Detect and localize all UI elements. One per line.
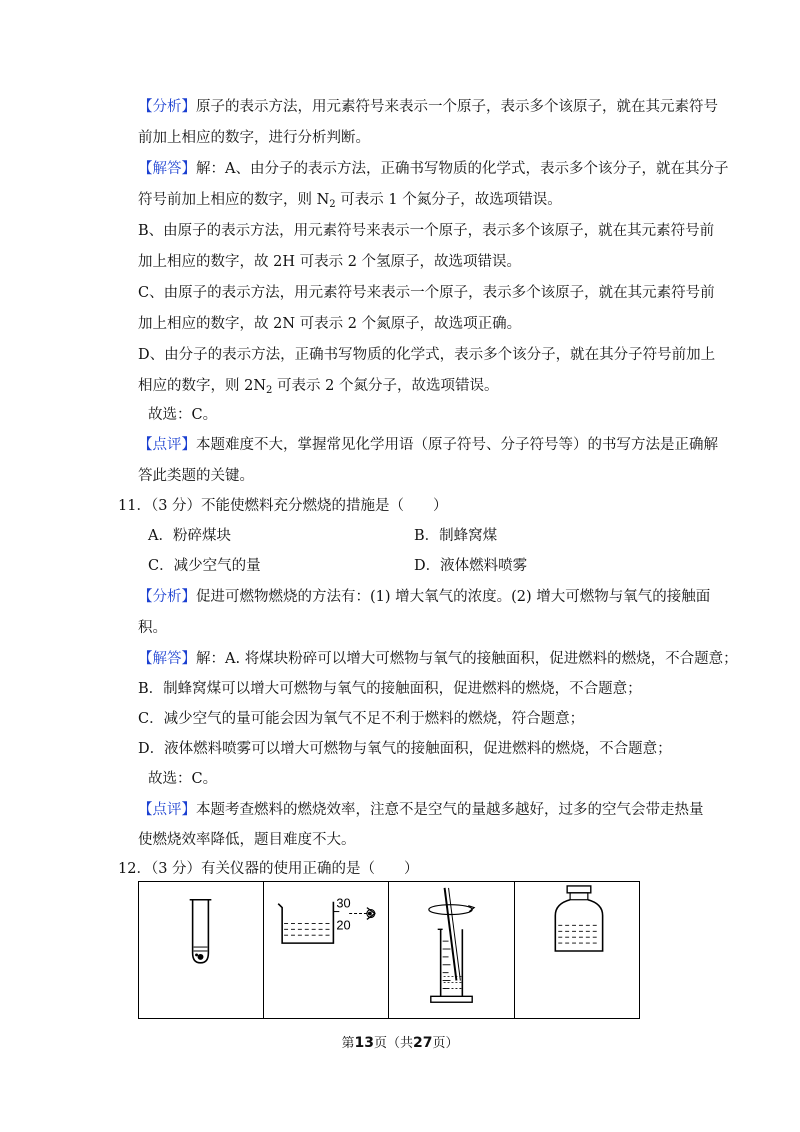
q10-answer-line-1: 【解答】解：A、由分子的表示方法，正确书写物质的化学式，表示多个该分子，就在其分子 bbox=[138, 161, 729, 177]
answer-tag: 【解答】 bbox=[138, 161, 196, 177]
scale-30-label: 30 bbox=[336, 895, 351, 911]
q10-option-d-line-2: 相应的数字，则 $2N_2$ 可表示 2 个氮分子，故选项错误。 bbox=[138, 378, 499, 396]
total-pages: 27 bbox=[413, 1035, 433, 1051]
reagent-bottle-icon bbox=[515, 882, 639, 1018]
test-tube-cell bbox=[139, 882, 264, 1018]
analysis-tag: 【分析】 bbox=[138, 99, 196, 115]
q10-analysis-line-1: 【分析】原子的表示方法，用元素符号来表示一个原子，表示多个该原子，就在其元素符号 bbox=[138, 99, 718, 115]
q11-option-b: B．制蜂窝煤 bbox=[414, 528, 498, 544]
q11-answer-line-1: 【解答】解：A. 将煤块粉碎可以增大可燃物与氧气的接触面积，促进燃料的燃烧，不合题意； bbox=[138, 651, 738, 667]
q11-answer-c: C．减少空气的量可能会因为氧气不足不利于燃料的燃烧，符合题意； bbox=[138, 711, 585, 727]
q11-stem: 11．（3 分）不能使燃料充分燃烧的措施是（ ） bbox=[118, 498, 448, 514]
q11-option-c: C．减少空气的量 bbox=[148, 558, 261, 574]
q11-option-a: A．粉碎煤块 bbox=[148, 528, 231, 544]
q11-comment-line-1: 【点评】本题考查燃料的燃烧效率，注意不是空气的量越多越好，过多的空气会带走热量 bbox=[138, 802, 704, 818]
scale-20-label: 20 bbox=[336, 917, 351, 933]
q11-comment-line-2: 使燃烧效率降低，题目难度不大。 bbox=[138, 832, 356, 848]
q10-comment-line-1: 【点评】本题难度不大，掌握常见化学用语（原子符号、分子符号等）的书写方法是正确解 bbox=[138, 437, 718, 453]
q10-option-c-line-2: 加上相应的数字，故 2N 可表示 2 个氮原子，故选项正确。 bbox=[138, 316, 522, 332]
q11-option-d: D．液体燃料喷雾 bbox=[414, 558, 528, 574]
beaker-reading-cell bbox=[264, 882, 389, 1018]
comment-tag: 【点评】 bbox=[138, 437, 196, 453]
q10-analysis-line-2: 前加上相应的数字，进行分析判断。 bbox=[138, 130, 370, 146]
q11-answer-b: B．制蜂窝煤可以增大可燃物与氧气的接触面积，促进燃料的燃烧，不合题意； bbox=[138, 681, 642, 697]
q11-analysis-line-2: 积。 bbox=[138, 620, 167, 636]
q12-stem: 12．（3 分）有关仪器的使用正确的是（ ） bbox=[118, 861, 419, 877]
q11-answer-d: D．液体燃料喷雾可以增大可燃物与氧气的接触面积，促进燃料的燃烧，不合题意； bbox=[138, 741, 672, 757]
q10-option-c-line-1: C、由原子的表示方法，用元素符号来表示一个原子，表示多个该原子，就在其元素符号前 bbox=[138, 285, 715, 301]
q10-comment-line-2: 答此类题的关键。 bbox=[138, 468, 254, 484]
q10-option-d-line-1: D、由分子的表示方法，正确书写物质的化学式，表示多个该分子，就在其分子符号前加上 bbox=[138, 347, 716, 363]
cylinder-stirring-cell bbox=[389, 882, 515, 1018]
q10-choice: 故选：C。 bbox=[148, 407, 218, 423]
q11-analysis-line-1: 【分析】促进可燃物燃烧的方法有：(1) 增大氧气的浓度。(2) 增大可燃物与氧气的接触面 bbox=[138, 589, 711, 605]
current-page: 13 bbox=[354, 1035, 374, 1051]
graduated-cylinder-icon bbox=[389, 882, 514, 1018]
q10-answer-line-2: 符号前加上相应的数字，则 $N_2$ 可表示 1 个氮分子，故选项错误。 bbox=[138, 192, 562, 210]
reagent-bottle-cell bbox=[515, 882, 639, 1018]
q12-figure-table bbox=[138, 881, 640, 1019]
q11-choice: 故选：C。 bbox=[148, 771, 218, 787]
q10-option-b-line-1: B、由原子的表示方法，用元素符号来表示一个原子，表示多个该原子，就在其元素符号前 bbox=[138, 223, 715, 239]
test-tube-icon bbox=[139, 882, 263, 1018]
beaker-with-eye-icon bbox=[264, 882, 388, 1018]
q10-option-b-line-2: 加上相应的数字，故 2H 可表示 2 个氢原子，故选项错误。 bbox=[138, 254, 522, 270]
page-footer: 第13页（共27页） bbox=[341, 1035, 459, 1051]
